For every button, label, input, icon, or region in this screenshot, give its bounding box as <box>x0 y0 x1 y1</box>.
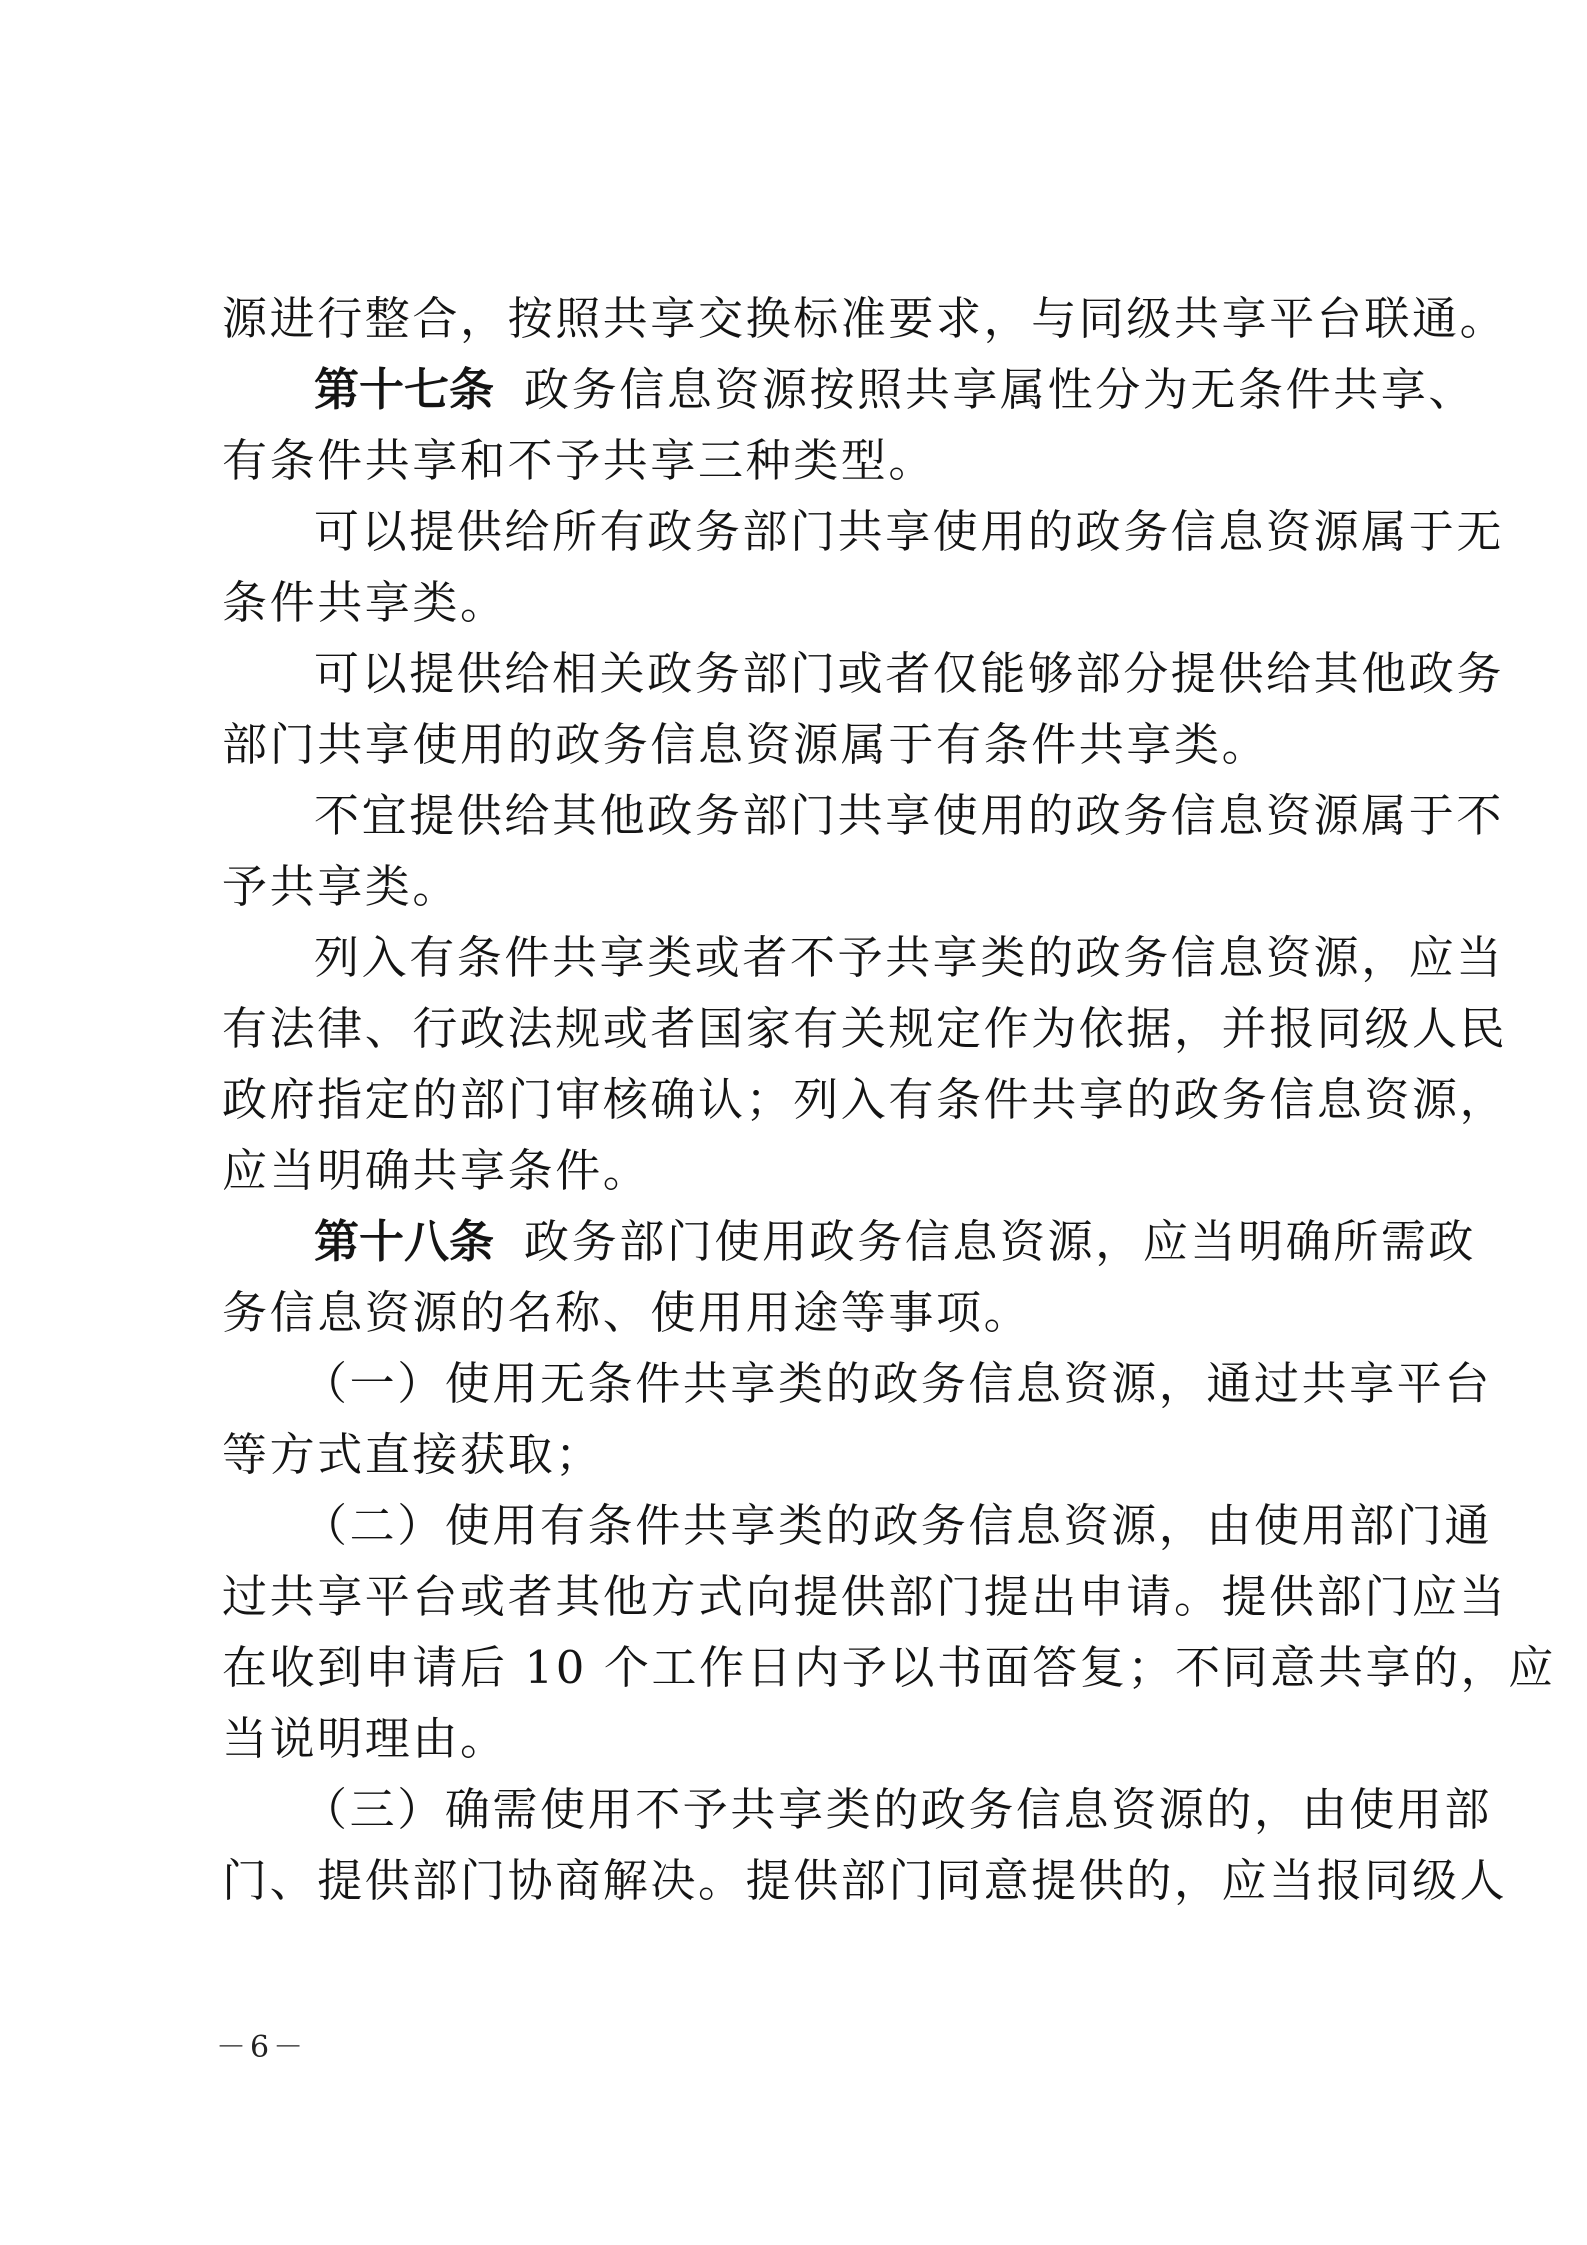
text-line: 不宜提供给其他政务部门共享使用的政务信息资源属于不 <box>314 789 1505 842</box>
list-item-1 <box>222 1348 1493 1490</box>
article-17 <box>222 354 1477 496</box>
text-line: 可以提供给所有政务部门共享使用的政务信息资源属于无 <box>314 505 1505 558</box>
document-page <box>222 283 1556 1916</box>
text-line: 有条件共享和不予共享三种类型。 <box>222 434 937 487</box>
text-line: 务信息资源的名称、使用用途等事项。 <box>222 1286 1032 1339</box>
paragraph-unconditional-sharing <box>222 496 1505 638</box>
text-line: 应当明确共享条件。 <box>222 1144 651 1197</box>
page-number: －6－ <box>216 2030 308 2065</box>
text-line: 予共享类。 <box>222 860 461 913</box>
paragraph-conditional-sharing <box>222 638 1505 780</box>
text-line: （三）确需使用不予共享类的政务信息资源的，由使用部 <box>302 1783 1493 1836</box>
paragraph-continuation <box>222 283 1508 354</box>
article-18 <box>222 1206 1477 1348</box>
text-line: 门、提供部门协商解决。提供部门同意提供的，应当报同级人 <box>222 1854 1508 1907</box>
text-line: （一）使用无条件共享类的政务信息资源，通过共享平台 <box>302 1357 1493 1410</box>
text-line: 等方式直接获取； <box>222 1428 603 1481</box>
list-item-2 <box>222 1490 1556 1774</box>
text-line: 当说明理由。 <box>222 1712 508 1765</box>
text-line: 条件共享类。 <box>222 576 508 629</box>
text-line: 在收到申请后 10 个工作日内予以书面答复；不同意共享的，应 <box>222 1641 1556 1694</box>
article-number: 第十七条 <box>314 363 495 416</box>
text-line: 政府指定的部门审核确认；列入有条件共享的政务信息资源， <box>222 1073 1508 1126</box>
list-item-3 <box>222 1774 1508 1916</box>
text-line: 过共享平台或者其他方式向提供部门提出申请。提供部门应当 <box>222 1570 1508 1623</box>
text-line: 源进行整合，按照共享交换标准要求，与同级共享平台联通。 <box>222 292 1508 345</box>
article-text: 政务信息资源按照共享属性分为无条件共享、 <box>524 363 1477 416</box>
text-line: 可以提供给相关政务部门或者仅能够部分提供给其他政务 <box>314 647 1505 700</box>
paragraph-legal-basis <box>222 922 1508 1206</box>
text-line: 有法律、行政法规或者国家有关规定作为依据，并报同级人民 <box>222 1002 1508 1055</box>
text-line <box>222 354 1477 425</box>
text-line: 部门共享使用的政务信息资源属于有条件共享类。 <box>222 718 1270 771</box>
text-line: （二）使用有条件共享类的政务信息资源，由使用部门通 <box>302 1499 1493 1552</box>
text-line: 列入有条件共享类或者不予共享类的政务信息资源，应当 <box>314 931 1505 984</box>
paragraph-no-sharing <box>222 780 1505 922</box>
text-line <box>222 1206 1477 1277</box>
article-text: 政务部门使用政务信息资源，应当明确所需政 <box>524 1215 1477 1268</box>
article-number: 第十八条 <box>314 1215 495 1268</box>
